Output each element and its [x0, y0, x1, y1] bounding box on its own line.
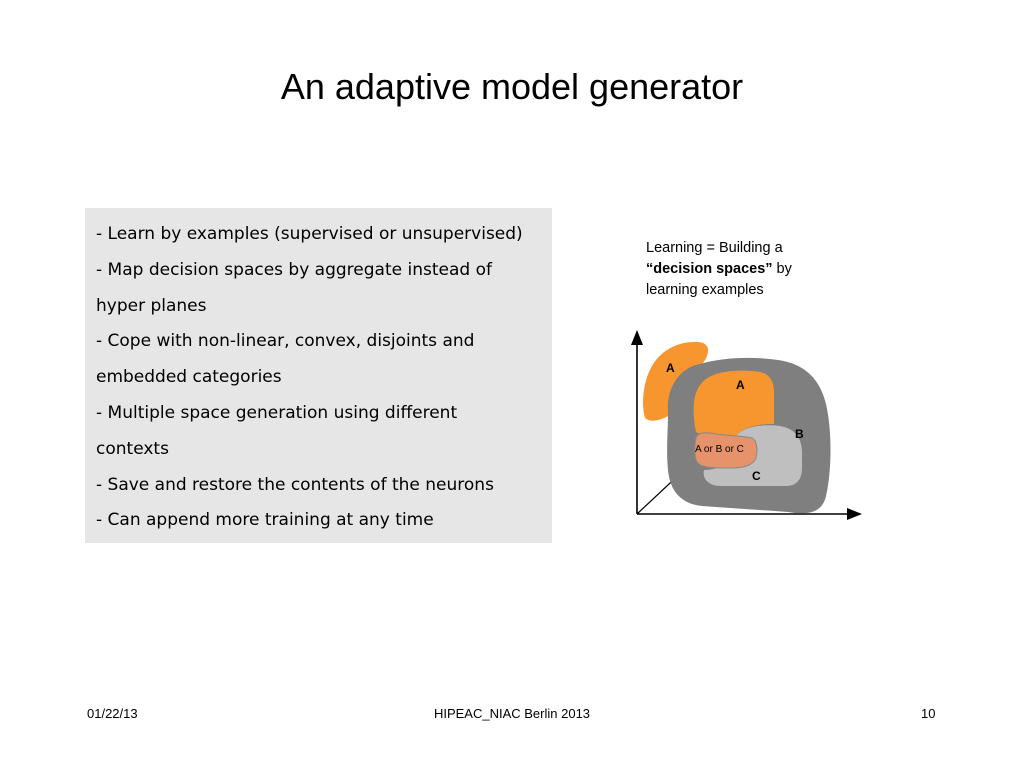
- bullet-line: embedded categories: [96, 367, 282, 388]
- caption-line-3: learning examples: [646, 282, 764, 298]
- bullet-line: - Cope with non-linear, convex, disjoints and: [96, 331, 475, 352]
- caption-open-quote: “: [646, 261, 654, 277]
- bullet-line: - Learn by examples (supervised or unsupervised): [96, 224, 523, 244]
- decision-space-svg: [620, 320, 870, 530]
- bullet-line: hyper planes: [96, 295, 207, 316]
- bullet-line: - Save and restore the contents of the neurons: [96, 474, 494, 495]
- bullet-line: contexts: [96, 438, 169, 459]
- caption-bold-term: decision spaces: [653, 261, 766, 277]
- caption-after-bold: by: [772, 261, 792, 277]
- label-overlap: A or B or C: [695, 444, 744, 455]
- bullet-line: - Can append more training at any time: [96, 510, 434, 531]
- diagram-caption: [646, 238, 876, 301]
- caption-line-2: [646, 259, 876, 280]
- bullet-list-box: [85, 208, 552, 543]
- caption-line-1: Learning = Building a: [646, 240, 783, 256]
- label-a-inner: A: [736, 378, 745, 392]
- bullet-line: - Multiple space generation using different: [96, 402, 458, 423]
- bullet-line: - Map decision spaces by aggregate instead of: [96, 259, 492, 280]
- label-a-outer: A: [666, 361, 675, 375]
- label-b: B: [795, 427, 804, 441]
- caption-close-quote: ”: [765, 261, 773, 277]
- slide-title: An adaptive model generator: [280, 66, 744, 107]
- y-axis-arrowhead: [631, 330, 643, 345]
- decision-space-diagram: [620, 320, 870, 530]
- label-c: C: [752, 469, 761, 483]
- footer-event: HIPEAC_NIAC Berlin 2013: [433, 706, 591, 721]
- footer-date: 01/22/13: [87, 706, 138, 721]
- footer-page-number: 10: [921, 706, 936, 721]
- x-axis-arrowhead: [847, 508, 862, 520]
